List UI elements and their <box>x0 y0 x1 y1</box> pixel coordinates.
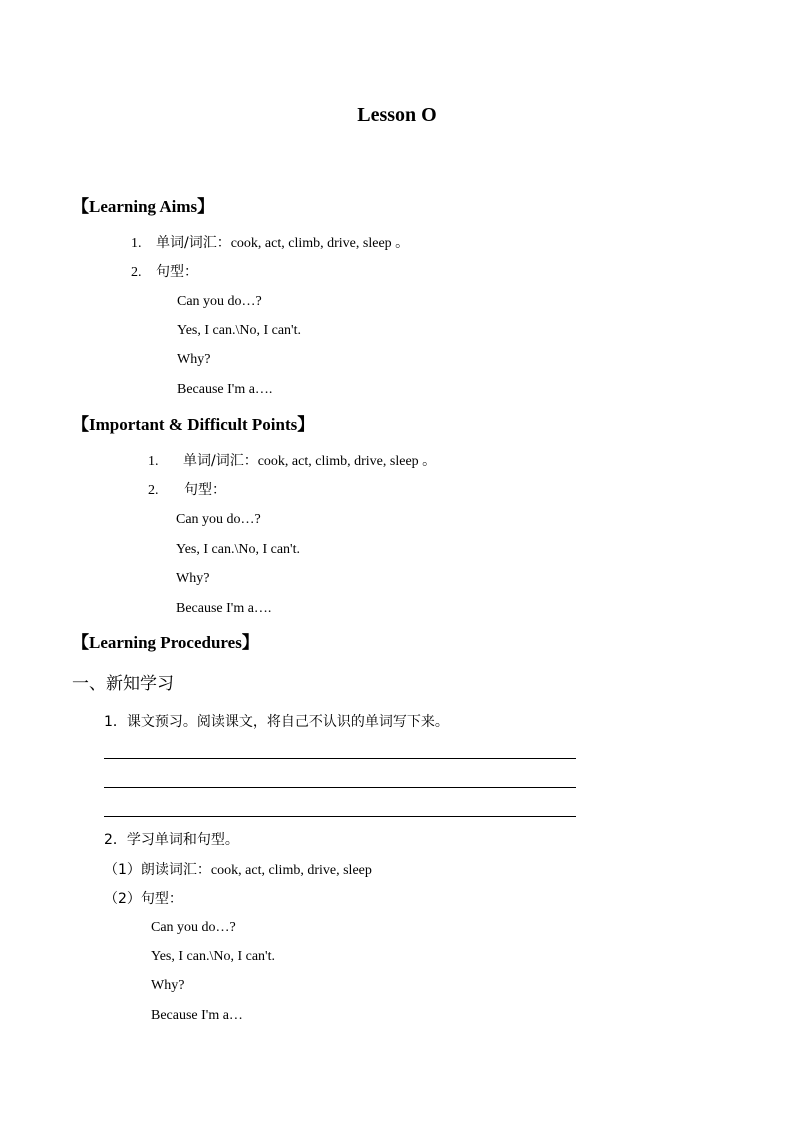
item-text: cook, act, climb, drive, sleep 。 <box>257 454 437 469</box>
sub-item-label: （2）句型： <box>104 891 183 907</box>
aims-item-1 <box>131 234 409 253</box>
page-title: Lesson O <box>357 104 437 126</box>
item-number: 2. <box>131 265 142 280</box>
sub-item-text: cook, act, climb, drive, sleep <box>210 863 372 878</box>
procedures-pattern: Yes, I can.\No, I can't. <box>151 949 275 964</box>
points-pattern: Yes, I can.\No, I can't. <box>176 542 300 557</box>
task-preview: 1．课文预习。阅读课文，将自己不认识的单词写下来。 <box>104 714 449 730</box>
points-pattern: Can you do…? <box>176 512 261 527</box>
aims-pattern: Because I'm a…. <box>177 382 273 397</box>
aims-pattern: Why? <box>177 352 211 367</box>
answer-line[interactable] <box>104 816 576 817</box>
item-number: 2. <box>148 483 159 498</box>
item-text: cook, act, climb, drive, sleep 。 <box>230 236 410 251</box>
item-label: 单词/词汇： <box>183 453 258 469</box>
procedures-pattern: Can you do…? <box>151 920 236 935</box>
answer-line[interactable] <box>104 758 576 759</box>
aims-item-2 <box>131 263 198 282</box>
sub-item-label: （1）朗读词汇： <box>104 862 211 878</box>
aims-pattern: Can you do…? <box>177 294 262 309</box>
sub-item-vocabulary <box>104 859 372 879</box>
answer-line[interactable] <box>104 787 576 788</box>
task-study: 2．学习单词和句型。 <box>104 832 239 848</box>
item-number: 1. <box>148 454 159 469</box>
section-heading-learning-procedures: 【Learning Procedures】 <box>72 633 259 652</box>
procedures-pattern: Why? <box>151 978 185 993</box>
aims-pattern: Yes, I can.\No, I can't. <box>177 323 301 338</box>
sub-item-sentences <box>104 888 183 908</box>
section-heading-learning-aims: 【Learning Aims】 <box>72 197 215 216</box>
points-item-2 <box>148 481 226 500</box>
item-label: 单词/词汇： <box>156 235 231 251</box>
points-pattern: Because I'm a…. <box>176 601 272 616</box>
part-heading: 一、新知学习 <box>72 674 174 694</box>
procedures-pattern: Because I'm a… <box>151 1008 243 1023</box>
points-pattern: Why? <box>176 571 210 586</box>
points-item-1 <box>148 452 436 471</box>
item-number: 1. <box>131 236 142 251</box>
section-heading-important-points: 【Important & Difficult Points】 <box>72 415 315 434</box>
item-label: 句型： <box>156 264 198 280</box>
item-label: 句型： <box>184 482 226 498</box>
